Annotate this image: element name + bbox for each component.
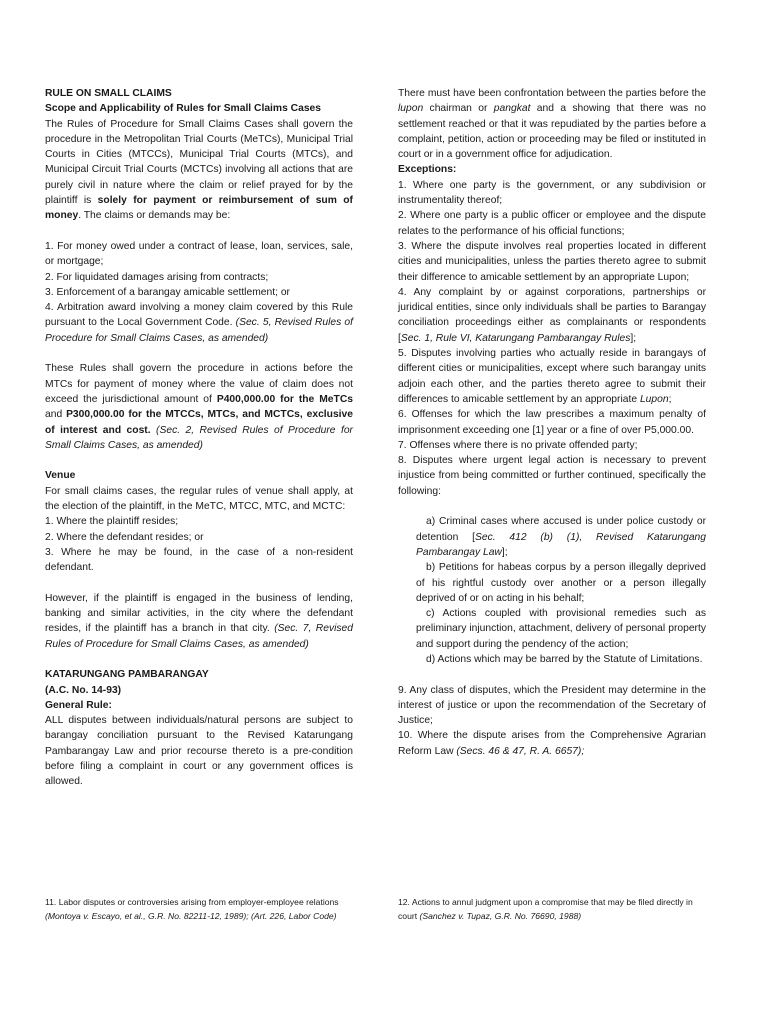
- list-item: 3. Enforcement of a barangay amicable settlement; or: [45, 286, 290, 298]
- paragraph-scope: [45, 117, 353, 224]
- citation: (Sec. 7, Revised Rules of Procedure for Small Claims Cases, as amended): [45, 623, 354, 650]
- text: ];: [630, 332, 637, 344]
- heading-rule-small-claims: RULE ON SMALL CLAIMS: [45, 88, 172, 99]
- text-italic: Lupon: [639, 393, 669, 405]
- text: and a showing that there was no settlement reached or that it was repudiated by the parties before a complaint, petition, action or proceeding may be filed or instituted in court or in a government office for adjudication.: [398, 103, 707, 161]
- citation: (Sec. 2, Revised Rules of Procedure for Small Claims Cases, as amended): [45, 424, 353, 451]
- citation: (Sanchez v. Tupaz, G.R. No. 76690, 1988): [419, 911, 582, 921]
- list-item: 1. Where one party is the government, or any subdivision or instrumentality thereof;: [398, 179, 706, 207]
- list-item: 2. For liquidated damages arising from contracts;: [45, 271, 269, 283]
- text: There must have been confrontation between the parties before the: [398, 88, 706, 99]
- list-item: 2. Where the defendant resides; or: [45, 531, 204, 543]
- left-column: [45, 86, 353, 790]
- text: 11. Labor disputes or controversies arising from employer-employee relations: [45, 897, 339, 907]
- text: These Rules shall govern the procedure in actions before the MTCs for payment of money where the value of claim does not exceed the jurisdictional amount of: [45, 363, 353, 405]
- text: ];: [501, 546, 508, 558]
- text: 10. Where the dispute arises from the Comprehensive Agrarian Reform Law: [398, 730, 706, 757]
- list-item: 1. For money owed under a contract of lease, loan, services, sale, or mortgage;: [45, 240, 353, 268]
- text: . The claims or demands may be:: [78, 210, 231, 222]
- paragraph-confrontation: [398, 86, 706, 162]
- paragraph-jurisdiction: [45, 361, 353, 453]
- text: 12. Actions to annul judgment upon a compromise that may be filed directly in court: [398, 897, 693, 921]
- text: 4. Any complaint by or against corporations, partnerships or juridical entities, since only individuals shall be parties to Barangay conciliation proceedings either as complainants or respondents [: [398, 286, 706, 344]
- list-item: 1. Where the plaintiff resides;: [45, 516, 179, 528]
- citation: (Montoya v. Escayo, et al., G.R. No. 82211-12, 1989); (Art. 226, Labor Code): [45, 911, 337, 921]
- citation: Sec. 412 (b) (1), Revised Katarungang Pambarangay Law: [416, 531, 706, 558]
- list-item: 3. Where the dispute involves real properties located in different cities and municipalities, unless the parties thereto agree to submit their difference to amicable settlement by an appropriate Lupon;: [398, 240, 706, 283]
- list-item: 7. Offenses where there is no private offended party;: [398, 439, 638, 451]
- sub-list-item: c) Actions coupled with provisional remedies such as preliminary injunction, attachment, delivery of personal property and support during the pendency of the action;: [416, 608, 706, 650]
- list-item: 9. Any class of disputes, which the President may determine in the interest of justice or upon the recommendation of the Secretary of Justice;: [398, 684, 706, 727]
- citation: (Secs. 46 & 47, R. A. 6657);: [456, 745, 585, 757]
- list-item: 3. Where he may be found, in the case of a non-resident defendant.: [45, 546, 353, 574]
- citation: Sec. 1, Rule VI, Katarungang Pambarangay Rules: [400, 332, 631, 344]
- text-bold: P300,000.00 for the MTCCs, MTCs, and MCTCs, exclusive of interest and cost.: [45, 409, 353, 436]
- text: chairman or: [423, 103, 494, 115]
- list-item: 2. Where one party is a public officer or employee and the dispute relates to the performance of his official functions;: [398, 210, 706, 237]
- sub-list: [398, 514, 706, 667]
- sub-list-item: d) Actions which may be barred by the Statute of Limitations.: [426, 653, 703, 665]
- heading-scope: Scope and Applicability of Rules for Small Claims Cases: [45, 103, 321, 115]
- list-item: [398, 346, 706, 407]
- citation: (Sec. 5, Revised Rules of Procedure for Small Claims Cases, as amended): [45, 317, 354, 344]
- heading-general-rule: General Rule:: [45, 699, 112, 711]
- spacer: [45, 652, 353, 667]
- heading-exceptions: Exceptions:: [398, 164, 457, 176]
- heading-katarungang: KATARUNGANG PAMBARANGAY: [45, 669, 209, 681]
- spacer: [398, 499, 706, 514]
- text-bold: solely for payment or reimbursement of sum of money: [45, 195, 353, 222]
- text: a) Criminal cases where accused is under police custody or detention [: [416, 516, 706, 543]
- heading-venue: Venue: [45, 470, 76, 482]
- footnote-11: [45, 895, 353, 923]
- text-bold: P400,000.00 for the MeTCs: [216, 393, 353, 405]
- spacer: [45, 576, 353, 591]
- spacer: [45, 453, 353, 468]
- text: 4. Arbitration award involving a money claim covered by this Rule pursuant to the Local Government Code.: [45, 302, 353, 329]
- text: 5. Disputes involving parties who actually reside in barangays of different cities or municipalities, except where such barangay units adjoin each other, and the parties thereto agree to submit their differences to amicable settlement by an appropriate: [398, 348, 706, 405]
- text: The Rules of Procedure for Small Claims Cases shall govern the procedure in the Metropolitan Trial Courts (MeTCs), Municipal Trial Courts in Cities (MTCCs), Municipal Trial Courts (MTCs), and Municipal Circuit Trial Courts (MCTCs) involving all actions that are purely civil in nature where the claim or relief prayed for by the plaintiff is: [45, 118, 353, 207]
- heading-ac-no: (A.C. No. 14-93): [45, 684, 122, 696]
- sub-list-item: b) Petitions for habeas corpus by a person illegally deprived of his rightful custody over another or a person illegally deprived of or on acting in his behalf;: [416, 562, 706, 604]
- text-italic: pangkat: [493, 103, 531, 115]
- paragraph-venue-exception: [45, 591, 353, 652]
- text-italic: lupon: [398, 103, 424, 115]
- sub-list-item: [416, 514, 706, 560]
- text: However, if the plaintiff is engaged in the business of lending, banking and similar activities, in the city where the defendant resides, if the plaintiff has a branch in that city.: [45, 592, 353, 635]
- list-item: [398, 285, 706, 346]
- list-item: 6. Offenses for which the law prescribes a maximum penalty of imprisonment exceeding one [1] year or a fine of over P5,000.00.: [398, 409, 706, 436]
- spacer: [398, 667, 706, 682]
- text: and: [45, 409, 67, 421]
- paragraph-general-rule: ALL disputes between individuals/natural persons are subject to barangay conciliation pursuant to the Revised Katarungang Pambarangay Law and prior recourse thereto is a pre-condition before filing a complaint in court or any government offices is allowed.: [45, 715, 353, 788]
- spacer: [45, 224, 353, 239]
- list-item: 8. Disputes where urgent legal action is necessary to prevent injustice from being committed or further continued, specifically the following:: [398, 455, 706, 497]
- footnote-12: [398, 895, 706, 923]
- list-item: [398, 728, 706, 759]
- paragraph-venue: For small claims cases, the regular rules of venue shall apply, at the election of the plaintiff, in the MeTC, MTCC, MTC, and MCTC:: [45, 485, 353, 513]
- list-item: [45, 300, 353, 346]
- right-column: [398, 86, 706, 759]
- spacer: [45, 346, 353, 361]
- text: ;: [668, 393, 672, 405]
